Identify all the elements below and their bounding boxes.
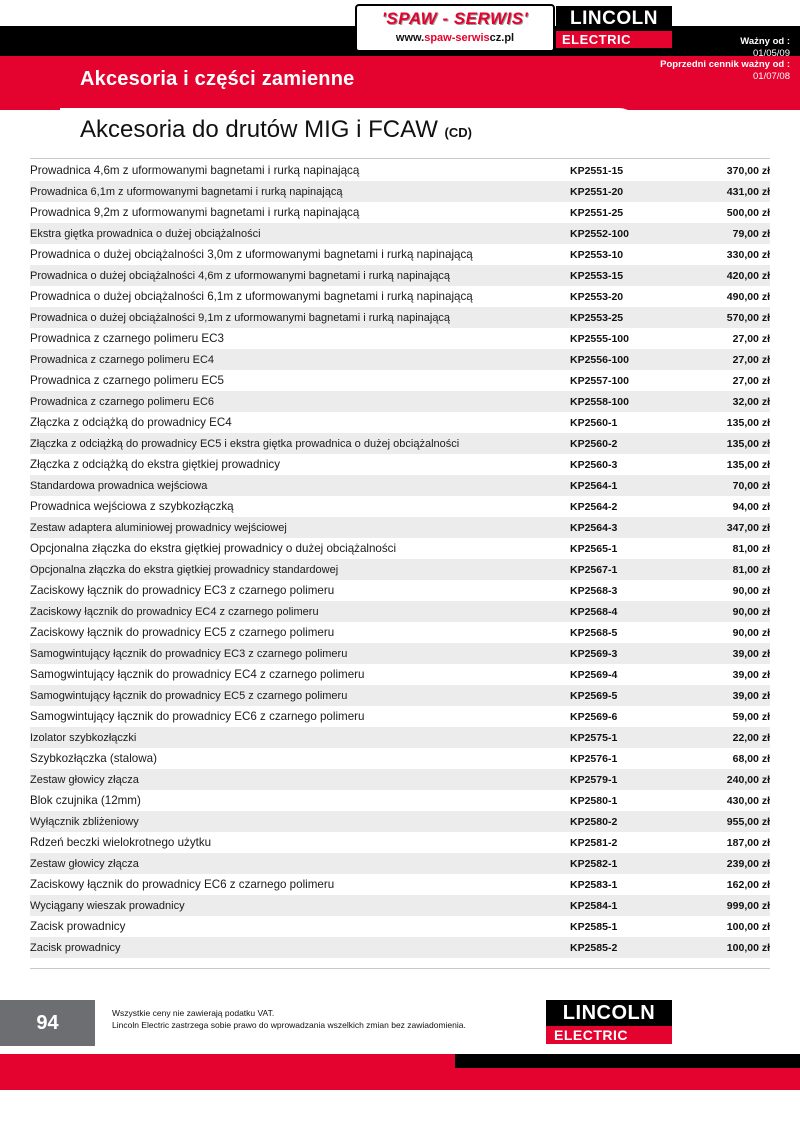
product-price: 135,00 zł	[680, 454, 770, 475]
product-description: Złączka z odciążką do prowadnicy EC4	[30, 412, 570, 433]
product-price: 94,00 zł	[680, 496, 770, 517]
lincoln-wordmark: LINCOLN	[556, 6, 672, 31]
product-price: 490,00 zł	[680, 286, 770, 307]
product-price: 70,00 zł	[680, 475, 770, 496]
product-price: 500,00 zł	[680, 202, 770, 223]
table-row	[30, 748, 770, 769]
product-description: Izolator szybkozłączki	[30, 727, 570, 748]
product-description: Zestaw głowicy złącza	[30, 769, 570, 790]
product-price: 239,00 zł	[680, 853, 770, 874]
table-row	[30, 538, 770, 559]
table-row	[30, 916, 770, 937]
table-bottom-rule	[30, 968, 770, 969]
product-price: 39,00 zł	[680, 685, 770, 706]
table-row	[30, 664, 770, 685]
product-price: 22,00 zł	[680, 727, 770, 748]
product-code: KP2551-25	[570, 202, 680, 223]
table-row	[30, 685, 770, 706]
spaw-url-prefix: www.	[395, 32, 425, 44]
product-description: Samogwintujący łącznik do prowadnicy EC5 z czarnego polimeru	[30, 685, 570, 706]
product-price: 90,00 zł	[680, 580, 770, 601]
previous-price-label: Poprzedni cennik ważny od :	[660, 59, 790, 70]
table-row	[30, 895, 770, 916]
product-code: KP2575-1	[570, 727, 680, 748]
table-row	[30, 370, 770, 391]
table-row	[30, 244, 770, 265]
table-row	[30, 265, 770, 286]
product-code: KP2560-3	[570, 454, 680, 475]
section-title-text: Akcesoria do drutów MIG i FCAW	[80, 116, 438, 143]
product-description: Prowadnica 4,6m z uformowanymi bagnetami i rurką napinającą	[30, 160, 570, 181]
table-row	[30, 496, 770, 517]
table-row	[30, 454, 770, 475]
table-row	[30, 475, 770, 496]
product-code: KP2558-100	[570, 391, 680, 412]
table-row	[30, 223, 770, 244]
product-code: KP2585-2	[570, 937, 680, 958]
product-price: 420,00 zł	[680, 265, 770, 286]
product-price: 81,00 zł	[680, 559, 770, 580]
product-code: KP2552-100	[570, 223, 680, 244]
product-price: 32,00 zł	[680, 391, 770, 412]
table-top-rule	[30, 158, 770, 159]
product-description: Rdzeń beczki wielokrotnego użytku	[30, 832, 570, 853]
product-code: KP2580-2	[570, 811, 680, 832]
product-price: 135,00 zł	[680, 412, 770, 433]
product-price: 100,00 zł	[680, 937, 770, 958]
product-description: Zacisk prowadnicy	[30, 937, 570, 958]
table-row	[30, 412, 770, 433]
spaw-url-suffix: cz.pl	[489, 32, 515, 44]
spaw-serwis-logo	[355, 4, 555, 52]
spaw-logo-url	[357, 32, 553, 44]
product-price: 370,00 zł	[680, 160, 770, 181]
page-number: 94	[0, 1000, 95, 1046]
table-row	[30, 601, 770, 622]
table-row	[30, 622, 770, 643]
valid-from-date: 01/05/09	[753, 47, 790, 59]
product-price: 90,00 zł	[680, 601, 770, 622]
product-price: 999,00 zł	[680, 895, 770, 916]
table-row	[30, 937, 770, 958]
product-code: KP2564-2	[570, 496, 680, 517]
product-description: Zaciskowy łącznik do prowadnicy EC4 z czarnego polimeru	[30, 601, 570, 622]
footer-red-bar	[0, 1054, 455, 1068]
product-code: KP2555-100	[570, 328, 680, 349]
spaw-url-mid: spaw-serwis	[424, 32, 490, 44]
product-description: Zacisk prowadnicy	[30, 916, 570, 937]
product-price: 39,00 zł	[680, 643, 770, 664]
table-row	[30, 160, 770, 181]
lincoln-logo-footer	[546, 1000, 672, 1044]
table-row	[30, 853, 770, 874]
product-price: 90,00 zł	[680, 622, 770, 643]
product-description: Prowadnica 6,1m z uformowanymi bagnetami i rurką napinającą	[30, 181, 570, 202]
product-code: KP2564-1	[570, 475, 680, 496]
product-code: KP2583-1	[570, 874, 680, 895]
product-code: KP2551-20	[570, 181, 680, 202]
table-row	[30, 559, 770, 580]
product-code: KP2579-1	[570, 769, 680, 790]
table-row	[30, 181, 770, 202]
table-row	[30, 874, 770, 895]
table-row	[30, 769, 770, 790]
table-row	[30, 727, 770, 748]
product-price: 79,00 zł	[680, 223, 770, 244]
table-row	[30, 349, 770, 370]
product-code: KP2568-4	[570, 601, 680, 622]
product-code: KP2553-15	[570, 265, 680, 286]
footer-note-line1: Wszystkie ceny nie zawierają podatku VAT.	[112, 1008, 275, 1018]
product-description: Prowadnica z czarnego polimeru EC6	[30, 391, 570, 412]
product-code: KP2567-1	[570, 559, 680, 580]
lincoln-wordmark-footer: LINCOLN	[546, 1000, 672, 1026]
product-code: KP2556-100	[570, 349, 680, 370]
price-table	[30, 160, 770, 958]
spaw-logo-name: 'SPAW - SERWIS'	[381, 9, 529, 28]
product-price: 162,00 zł	[680, 874, 770, 895]
product-price: 100,00 zł	[680, 916, 770, 937]
product-price: 39,00 zł	[680, 664, 770, 685]
product-code: KP2569-3	[570, 643, 680, 664]
product-description: Samogwintujący łącznik do prowadnicy EC4 z czarnego polimeru	[30, 664, 570, 685]
product-description: Złączka z odciążką do prowadnicy EC5 i ekstra giętka prowadnica o dużej obciążalności	[30, 433, 570, 454]
product-code: KP2580-1	[570, 790, 680, 811]
product-price: 59,00 zł	[680, 706, 770, 727]
product-price: 68,00 zł	[680, 748, 770, 769]
previous-price-date: 01/07/08	[753, 70, 790, 82]
product-description: Prowadnica o dużej obciążalności 9,1m z uformowanymi bagnetami i rurką napinającą	[30, 307, 570, 328]
table-row	[30, 517, 770, 538]
table-row	[30, 811, 770, 832]
product-description: Opcjonalna złączka do ekstra giętkiej prowadnicy standardowej	[30, 559, 570, 580]
product-price: 431,00 zł	[680, 181, 770, 202]
valid-from-label: Ważny od :	[740, 36, 790, 47]
product-description: Samogwintujący łącznik do prowadnicy EC3 z czarnego polimeru	[30, 643, 570, 664]
product-description: Prowadnica o dużej obciążalności 4,6m z uformowanymi bagnetami i rurką napinającą	[30, 265, 570, 286]
table-row	[30, 790, 770, 811]
product-description: Prowadnica wejściowa z szybkozłączką	[30, 496, 570, 517]
product-code: KP2569-4	[570, 664, 680, 685]
product-description: Zaciskowy łącznik do prowadnicy EC6 z czarnego polimeru	[30, 874, 570, 895]
category-title: Akcesoria i części zamienne	[80, 68, 355, 90]
product-description: Prowadnica o dużej obciążalności 3,0m z uformowanymi bagnetami i rurką napinającą	[30, 244, 570, 265]
table-row	[30, 307, 770, 328]
page-header	[0, 0, 800, 150]
product-price: 187,00 zł	[680, 832, 770, 853]
product-description: Prowadnica o dużej obciążalności 6,1m z uformowanymi bagnetami i rurką napinającą	[30, 286, 570, 307]
product-price: 27,00 zł	[680, 328, 770, 349]
table-row	[30, 433, 770, 454]
product-price: 430,00 zł	[680, 790, 770, 811]
section-title	[80, 116, 472, 144]
product-description: Szybkozłączka (stalowa)	[30, 748, 570, 769]
table-row	[30, 643, 770, 664]
footer-red-bar-2	[0, 1068, 800, 1090]
product-code: KP2553-25	[570, 307, 680, 328]
product-code: KP2553-10	[570, 244, 680, 265]
product-description: Prowadnica z czarnego polimeru EC5	[30, 370, 570, 391]
product-price: 955,00 zł	[680, 811, 770, 832]
product-price: 240,00 zł	[680, 769, 770, 790]
price-table-wrap	[30, 160, 770, 958]
table-row	[30, 202, 770, 223]
product-code: KP2560-2	[570, 433, 680, 454]
product-code: KP2584-1	[570, 895, 680, 916]
product-description: Wyciągany wieszak prowadnicy	[30, 895, 570, 916]
product-description: Złączka z odciążką do ekstra giętkiej prowadnicy	[30, 454, 570, 475]
product-description: Opcjonalna złączka do ekstra giętkiej prowadnicy o dużej obciążalności	[30, 538, 570, 559]
product-price: 27,00 zł	[680, 349, 770, 370]
table-row	[30, 328, 770, 349]
product-code: KP2581-2	[570, 832, 680, 853]
price-table-body	[30, 160, 770, 958]
product-description: Blok czujnika (12mm)	[30, 790, 570, 811]
product-description: Standardowa prowadnica wejściowa	[30, 475, 570, 496]
product-code: KP2551-15	[570, 160, 680, 181]
product-price: 27,00 zł	[680, 370, 770, 391]
product-code: KP2564-3	[570, 517, 680, 538]
footer-note	[112, 1007, 466, 1031]
section-title-suffix: (CD)	[444, 125, 472, 140]
table-row	[30, 832, 770, 853]
product-code: KP2565-1	[570, 538, 680, 559]
product-price: 135,00 zł	[680, 433, 770, 454]
table-row	[30, 286, 770, 307]
product-description: Prowadnica z czarnego polimeru EC3	[30, 328, 570, 349]
electric-wordmark: ELECTRIC	[556, 31, 672, 48]
product-code: KP2569-5	[570, 685, 680, 706]
validity-block	[565, 36, 790, 82]
product-description: Ekstra giętka prowadnica o dużej obciążalności	[30, 223, 570, 244]
product-code: KP2585-1	[570, 916, 680, 937]
table-row	[30, 706, 770, 727]
product-code: KP2582-1	[570, 853, 680, 874]
table-row	[30, 391, 770, 412]
product-code: KP2568-3	[570, 580, 680, 601]
product-description: Zaciskowy łącznik do prowadnicy EC3 z czarnego polimeru	[30, 580, 570, 601]
product-code: KP2553-20	[570, 286, 680, 307]
product-description: Prowadnica z czarnego polimeru EC4	[30, 349, 570, 370]
product-code: KP2560-1	[570, 412, 680, 433]
product-price: 81,00 zł	[680, 538, 770, 559]
product-description: Samogwintujący łącznik do prowadnicy EC6 z czarnego polimeru	[30, 706, 570, 727]
product-price: 330,00 zł	[680, 244, 770, 265]
table-row	[30, 580, 770, 601]
product-description: Zaciskowy łącznik do prowadnicy EC5 z czarnego polimeru	[30, 622, 570, 643]
product-description: Zestaw adaptera aluminiowej prowadnicy wejściowej	[30, 517, 570, 538]
product-description: Wyłącznik zbliżeniowy	[30, 811, 570, 832]
product-code: KP2568-5	[570, 622, 680, 643]
product-description: Zestaw głowicy złącza	[30, 853, 570, 874]
footer-note-line2: Lincoln Electric zastrzega sobie prawo do wprowadzania wszelkich zmian bez zawiadomienia.	[112, 1020, 466, 1030]
product-description: Prowadnica 9,2m z uformowanymi bagnetami i rurką napinającą	[30, 202, 570, 223]
product-code: KP2557-100	[570, 370, 680, 391]
product-price: 570,00 zł	[680, 307, 770, 328]
product-code: KP2569-6	[570, 706, 680, 727]
electric-wordmark-footer: ELECTRIC	[546, 1026, 672, 1044]
product-code: KP2576-1	[570, 748, 680, 769]
product-price: 347,00 zł	[680, 517, 770, 538]
